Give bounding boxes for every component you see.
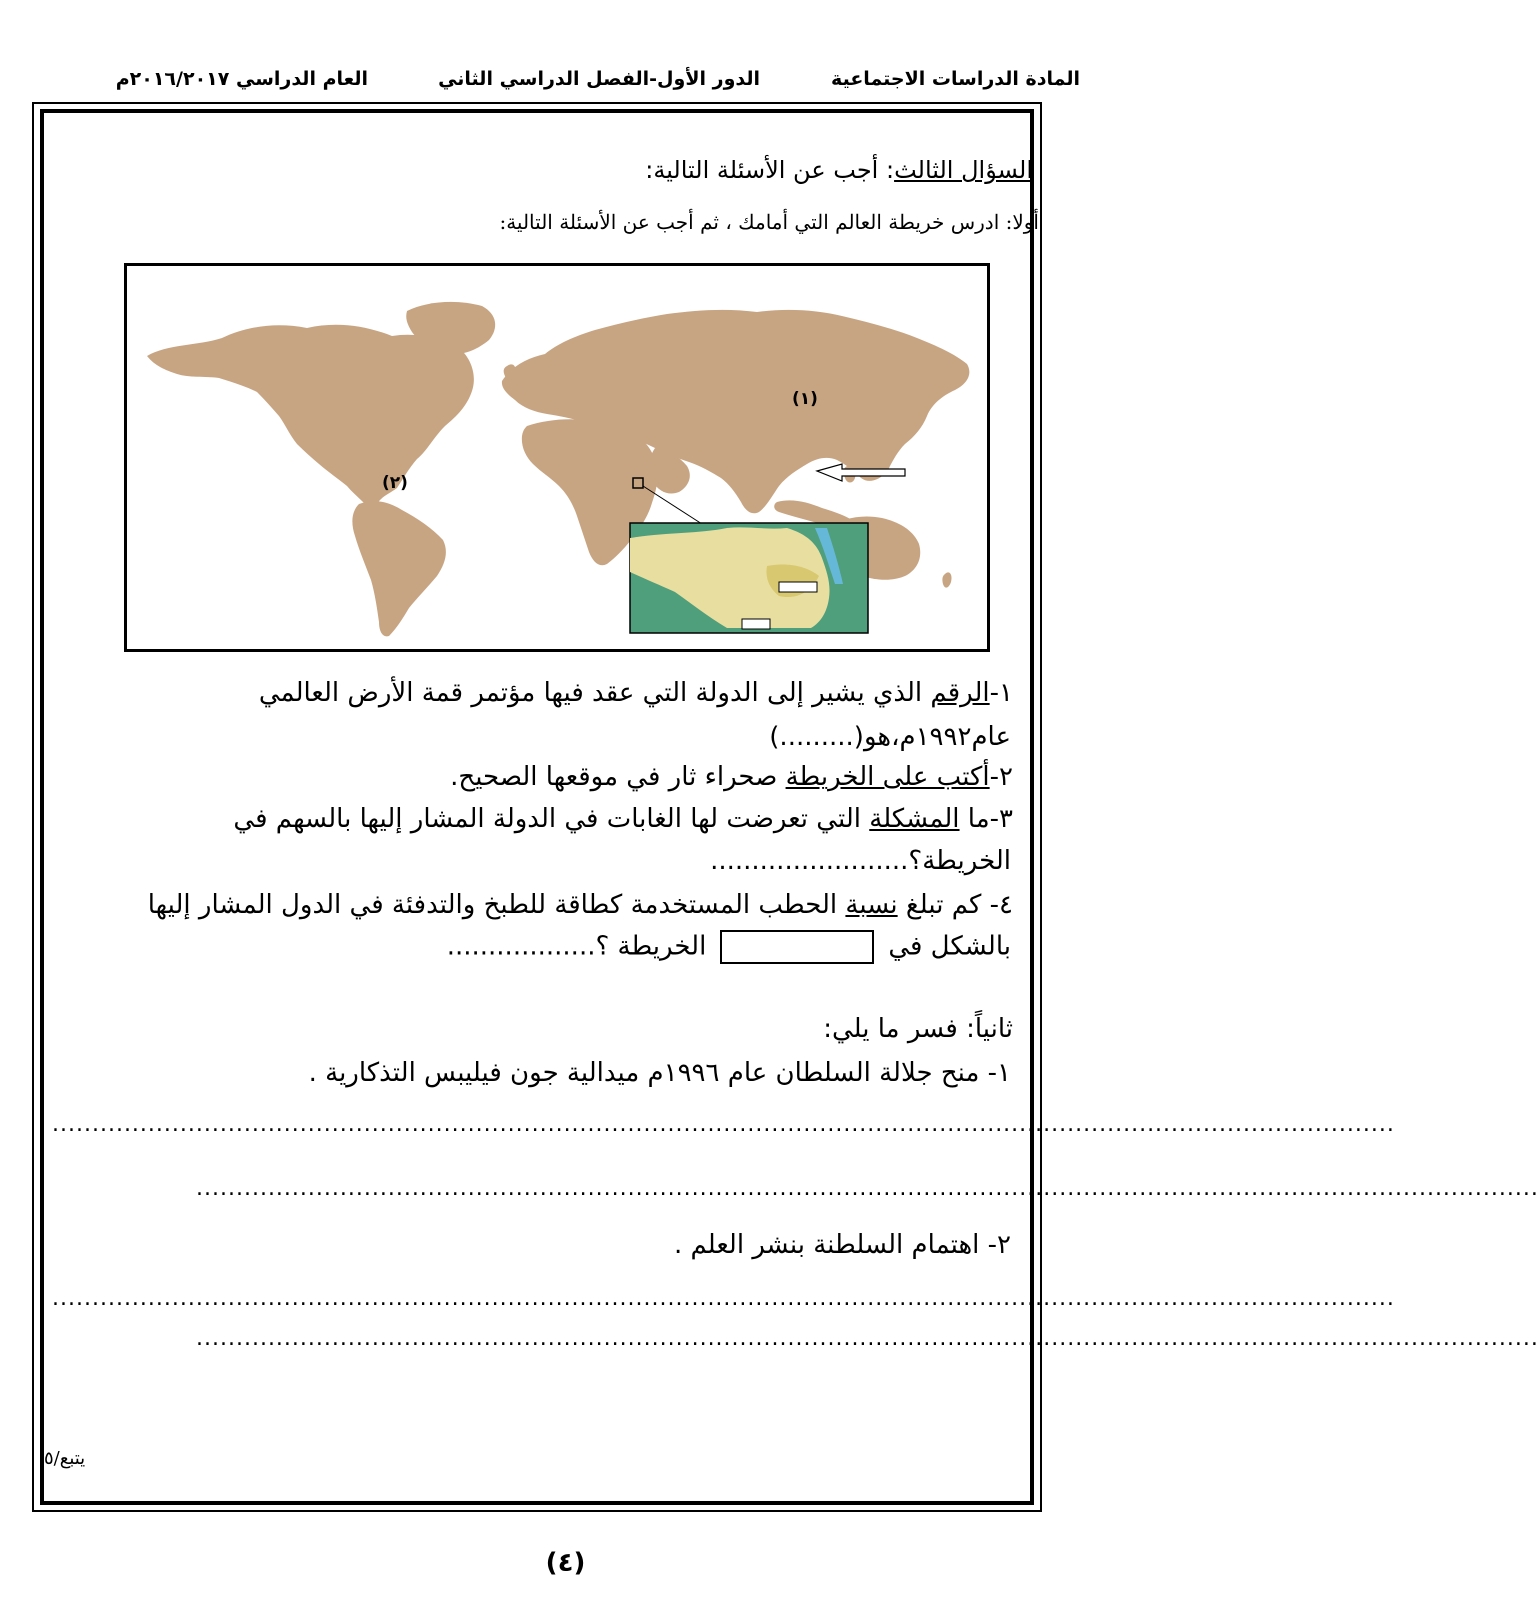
q1-underlined: الرقم [930, 678, 990, 708]
q1-prefix: ١- [989, 678, 1013, 708]
page-number: (٤) [545, 1548, 586, 1578]
q4-legend-box [720, 930, 874, 964]
q3-underlined: المشكلة [869, 804, 960, 834]
horn-of-africa-inset [630, 523, 868, 633]
header-subject: المادة الدراسات الاجتماعية [831, 68, 1080, 90]
question-2 [450, 762, 1013, 792]
q4-underlined: نسبة [845, 890, 898, 920]
part2-item-2: ٢- اهتمام السلطنة بنشر العلم . [673, 1230, 1011, 1260]
answer-line-1[interactable]: ........................................................................................................................................................................ [52, 1112, 1395, 1137]
q3-prefix: ٣-ما [959, 804, 1013, 834]
header-year: العام الدراسي ٢٠١٦/٢٠١٧م [115, 68, 368, 90]
map-label-2: (٢) [382, 473, 408, 493]
header-session: الدور الأول-الفصل الدراسي الثاني [438, 68, 760, 90]
q1-text: الذي يشير إلى الدولة التي عقد فيها مؤتمر قمة الأرض العالمي [258, 678, 931, 708]
world-map [124, 263, 990, 652]
question-1 [259, 678, 1013, 708]
answer-line-2[interactable]: ........................................................................................................................................................................ [196, 1176, 1539, 1201]
question-title [645, 156, 1033, 184]
question-1-line2: عام١٩٩٢م،هو(.........) [769, 722, 1011, 752]
question-3-line2: الخريطة؟........................ [710, 846, 1011, 876]
q3-text: التي تعرضت لها الغابات في الدولة المشار إليها بالسهم في [233, 804, 870, 834]
q2-prefix: ٢- [989, 762, 1013, 792]
answer-line-4[interactable]: ........................................................................................................................................................................ [196, 1326, 1539, 1351]
question-3 [233, 804, 1013, 834]
inset-box-1 [779, 582, 817, 592]
part2-title: ثانياً: فسر ما يلي: [823, 1014, 1013, 1044]
page-header [40, 68, 1080, 104]
q2-underlined: أكتب على الخريطة [785, 762, 990, 792]
q4-text: الحطب المستخدمة كطاقة للطبخ والتدفئة في الدول المشار إليها [147, 890, 846, 920]
q4-prefix: ٤- كم تبلغ [897, 890, 1013, 920]
q4-line2b: الخريطة ؟.................. [446, 931, 707, 962]
q2-text: صحراء ثار في موقعها الصحيح. [450, 762, 786, 792]
q4-line2a: بالشكل في [888, 931, 1011, 962]
part2-item-1: ١- منح جلالة السلطان عام ١٩٩٦م ميدالية جون فيليبس التذكارية . [308, 1058, 1011, 1088]
question-title-rest: : أجب عن الأسئلة التالية: [645, 156, 895, 184]
question-intro: أولا: ادرس خريطة العالم التي أمامك ، ثم أجب عن الأسئلة التالية: [499, 210, 1039, 234]
question-4-line2 [447, 930, 1011, 964]
continue-note: يتبع/٥ [44, 1448, 86, 1469]
question-4 [148, 890, 1013, 920]
inset-box-2 [742, 619, 770, 629]
question-title-underlined: السؤال الثالث [894, 156, 1033, 184]
map-label-1: (١) [792, 389, 818, 409]
answer-line-3[interactable]: ........................................................................................................................................................................ [52, 1286, 1395, 1311]
